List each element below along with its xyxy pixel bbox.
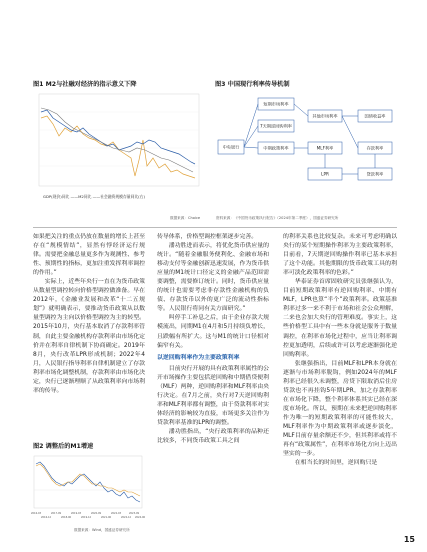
col3-paragraph-4: 在相当长的时间里，逆回购只是: [294, 460, 378, 467]
col1-paragraph-2: 实际上，近些年央行一直在为货币政策从数量型调控转向价格型调控做准备。早在2012年，《金融业发展和改革“十二五规划”》就明确表示，要推动货币政策从以数量型调控为主向以价格型调控为主的转型。2015年10月，央行基本取消了存款利率管制，自此主要金融机构存款利率由市场化定价并在利率自律机制下协商确定。2019年8月，央行改革LPR形成机制；2022年4月，人民银行指导利率自律机制建立了存款利率市场化调整机制，存款利率由市场化决定，央行已逐渐理顺了从政策利率向市场利率的传导。: [33, 279, 145, 394]
fig2-x-tick: 2019-03: [71, 512, 81, 515]
section-heading: 以逆回购利率作为主要政策利率: [157, 354, 240, 361]
svg-text:LPR: LPR: [321, 171, 329, 177]
fig3-node-central-bank: [218, 140, 244, 154]
fig1-chart: [31, 88, 211, 208]
column-3: [283, 233, 397, 468]
svg-text:中央银行: 中央银行: [222, 144, 240, 150]
fig2-x-tick: 2020-09: [91, 512, 101, 515]
column-2: [157, 233, 269, 446]
svg-text:MLF利率: MLF利率: [316, 145, 334, 151]
fig2-x-tick: 2019-12: [81, 516, 91, 519]
col2-paragraph-2: 潘功胜进而表示，将优化货币供应量的统计。“随着金融服务便利化、金融市场和移动支付等金融创新迅速发展，作为货币供应量的M1统计口径定义的金融产品范围需要调整，需要修订统计。同时，货币供应量的统计也需要考虑非存款性金融机构的负债、存款货币以外的更广泛的流动性指标等。人民银行将同有关方面研究。”: [157, 243, 269, 313]
fig2-x-tick: 2024-06: [135, 516, 145, 519]
svg-text:其他市场利率: 其他市场利率: [312, 113, 338, 119]
column-1: [33, 233, 145, 396]
fig2-x-tick: 2016-12: [41, 516, 51, 519]
fig2-x-tick: 2022-12: [121, 516, 131, 519]
fig1-line-m2: [41, 110, 195, 164]
fig1-source: 数据来源：Choice: [170, 216, 201, 220]
fig3-node-bond-yield: [358, 110, 392, 122]
svg-text:中期政策利率: 中期政策利率: [263, 145, 289, 151]
fig2-x-tick: 2021-06: [101, 516, 111, 519]
col3-paragraph-3: 张继强指出，目前MLF和LPR本身就在逐渐与市场利率脱钩，例如2024年的MLF利率已经很久未调整，房贷下限取消后住房贷款也不再挂钩5年期LPR，加之存款利率在市场化下降，整个利率体系其实已经在深度市场化。所以，预期在未来把逆回购利率作为唯一的短期政策利率的可能性较大，MLF利率作为中期政策利率或逐步淡化，MLF目前存量余额还不少，但其利率或将不再有“政策属性”，在利率市场化方向上迈出坚实的一步。: [283, 360, 397, 458]
fig3-title: 图3 中国现行利率传导机制: [215, 81, 290, 88]
fig2-x-tick: 2016-03: [31, 512, 41, 515]
fig3-node-lpr: [308, 168, 342, 180]
fig3-node-other-market: [308, 110, 342, 122]
fig3-diagram: [216, 88, 412, 208]
svg-text:国债收益率: 国债收益率: [364, 113, 386, 119]
fig1-line-tsf: [41, 108, 193, 172]
col2-paragraph-5: 潘功胜指出，“央行政策利率的品种还比较多，不同货币政策工具之间: [157, 428, 269, 445]
fig2-x-tick: 2018-06: [61, 516, 71, 519]
fig3-node-deposit-rate: [358, 142, 392, 154]
col3-paragraph-1: 的利率关系也比较复杂。未来可考虑明确以央行的某个短期操作利率为主要政策利率，目前看，7天期逆回购操作利率已基本承担了这个功能。其他期限的货币政策工具的利率可淡化政策利率的色彩。”: [283, 234, 397, 277]
fig2-chart: [30, 452, 146, 524]
fig3-node-mid-policy: [258, 142, 294, 154]
col2-paragraph-4: 目前央行开展的具有政策利率属性的公开市场操作主要包括逆回购和中期借贷便利（MLF）两种，逆回购利率和MLF利率由央行决定。在7月之前，央行对7天逆回购利率和MLF利率都有调整，由于贷款利率对实体经济的影响较为直接，市场更多关注作为贷款利率基准的LPR的调整。: [157, 365, 269, 426]
fig2-line-m1: [36, 462, 140, 502]
fig3-node-7day-repo: [258, 120, 294, 132]
col3-paragraph-2: 华泰证券首席固收研究员张继强认为，目前短期政策利率有逆回购利率、中期有MLF，LPR也算“半个”政策利率。政策基准利率过多一来不利于市场和社会公众理解，二来也会加大央行的管理难度。事实上，这些价格型工具中有一些本身就是服务于数量调控，在利率市场化过程中，应当让利率调控更加透明，后续或许可以考虑逐渐强化逆回购利率。: [283, 279, 397, 358]
col1-paragraph-1: 如果把关注的重点仍放在数量的增长上甚至存在“规模情结”，显然有悖经济运行规律。需要把金融总量更多作为观测性、参考性、预期性的指标，更加注重发挥利率调控的作用。”: [33, 234, 145, 277]
fig3-node-mlf: [308, 142, 342, 154]
page-number: 15: [403, 535, 415, 544]
fig3-node-short-rate: [258, 98, 294, 110]
fig3-source: 资料来源：《中国货币政策执行报告》（2024年第二季度），国盛证券研究所: [216, 216, 339, 220]
fig2-source: 数据来源：Wind，国盛证券研究所: [74, 528, 130, 532]
figure-divider: [33, 227, 397, 228]
svg-text:7天期逆回购利率: 7天期逆回购利率: [260, 123, 292, 129]
svg-text:短期市场利率: 短期市场利率: [263, 101, 289, 107]
fig1-legend: GDP(现价)同比 ——M2同比 ——社会融资规模存量同比(右): [43, 194, 145, 199]
col2-paragraph-3: 叫停手工补息之后，由于企业存款大规模流出，同期M1在4月和5月持续负增长，且跌幅有所扩大。这与M1的统计口径相对偏窄有关。: [157, 315, 269, 349]
svg-text:存款利率: 存款利率: [366, 145, 384, 151]
fig2-x-tick: 2023-09: [129, 512, 139, 515]
fig2-line-m1-adjusted: [36, 464, 140, 496]
fig2-x-tick: 2022-03: [111, 512, 121, 515]
fig3-node-loan-rate: [358, 168, 392, 180]
fig2-title: 图2 调整后的M1增速: [33, 443, 94, 450]
col2-paragraph-1: 传导体系，价格型调控框架逐步完善。: [157, 234, 258, 240]
fig2-x-tick: 2017-09: [51, 512, 61, 515]
svg-text:贷款利率: 贷款利率: [366, 171, 384, 177]
fig1-title: 图1 M2与社融对经济的指示意义下降: [33, 81, 137, 88]
